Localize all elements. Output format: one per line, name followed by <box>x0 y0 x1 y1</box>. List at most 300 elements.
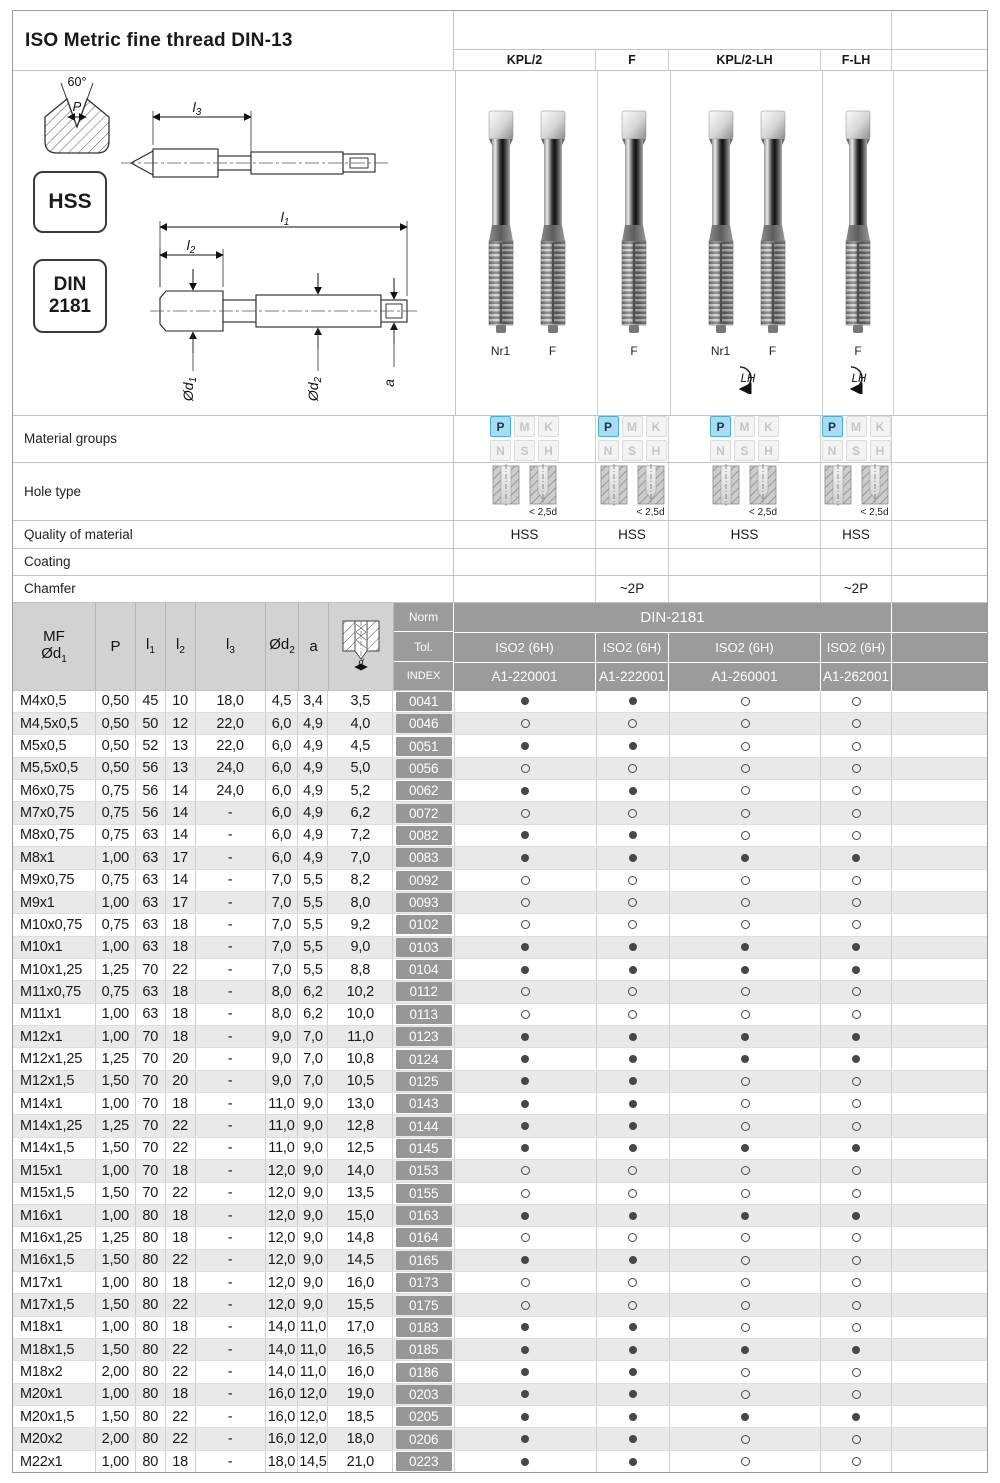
chamfer-f-lh: ~2P <box>821 576 892 602</box>
photo-cell-kpl2-lh <box>671 71 823 415</box>
availability-dot-open <box>741 1435 750 1444</box>
empty-cell <box>892 937 987 958</box>
material-groups-f-lh <box>821 416 892 462</box>
empty-cell <box>892 735 987 756</box>
availability-cell-kpl2 <box>455 981 597 1002</box>
availability-dot-filled <box>852 1212 860 1220</box>
index-cell <box>393 1093 455 1114</box>
availability-dot-filled <box>521 1323 529 1331</box>
availability-dot-open <box>852 1390 861 1399</box>
availability-cell-f <box>597 1138 670 1159</box>
l2-cell: 22 <box>166 1361 196 1382</box>
col-header-l3: $l_3$ <box>196 603 266 690</box>
availability-cell-kpl2 <box>455 914 597 935</box>
od2-cell: 8,0 <box>266 981 299 1002</box>
drill-diameter-cell: 10,0 <box>328 1004 393 1025</box>
availability-cell-f-lh <box>821 1428 892 1449</box>
l2-cell: 20 <box>166 1048 196 1069</box>
availability-cell-f-lh <box>821 847 892 868</box>
empty-cell <box>892 959 987 980</box>
svg-text:Ød1: $Ød_1$ <box>180 376 199 402</box>
od2-cell: 12,0 <box>266 1294 299 1315</box>
od2-cell: 14,0 <box>266 1361 299 1382</box>
availability-dot-filled <box>521 787 529 795</box>
material-group-badge-n: N <box>710 440 731 461</box>
index-cell <box>393 735 455 756</box>
availability-dot-open <box>852 719 861 728</box>
availability-dot-filled <box>852 1144 860 1152</box>
availability-cell-kpl2-lh <box>670 1294 822 1315</box>
empty-cell <box>892 847 987 868</box>
availability-dot-open <box>521 809 530 818</box>
index-badge: 0093 <box>396 893 452 912</box>
availability-dot-filled <box>521 1033 529 1041</box>
availability-cell-f-lh <box>821 1183 892 1204</box>
empty-cell <box>892 1227 987 1248</box>
chamfer-f: ~2P <box>596 576 669 602</box>
od2-cell: 14,0 <box>266 1339 299 1360</box>
index-cell <box>393 1317 455 1338</box>
index-cell <box>393 1294 455 1315</box>
table-row <box>13 1183 987 1205</box>
table-row <box>13 1339 987 1361</box>
empty-cell <box>892 1384 987 1405</box>
l3-cell: - <box>196 1317 266 1338</box>
variant-header-empty <box>892 50 987 70</box>
drill-diameter-cell: 4,5 <box>328 735 393 756</box>
index-cell <box>393 758 455 779</box>
availability-dot-open <box>628 898 637 907</box>
availability-cell-kpl2-lh <box>670 691 822 712</box>
l1-cell: 63 <box>136 914 166 935</box>
availability-dot-filled <box>521 1435 529 1443</box>
col-header-drill <box>329 603 394 690</box>
l1-cell: 80 <box>136 1361 166 1382</box>
availability-cell-f-lh <box>821 802 892 823</box>
l2-cell: 14 <box>166 780 196 801</box>
thread-size-cell: M9x1 <box>13 892 96 913</box>
empty-cell <box>892 870 987 891</box>
availability-dot-filled <box>521 1390 529 1398</box>
availability-cell-f-lh <box>821 1406 892 1427</box>
pitch-cell: 1,00 <box>96 892 136 913</box>
availability-dot-open <box>852 920 861 929</box>
availability-cell-kpl2-lh <box>670 1272 822 1293</box>
dimension-headers <box>13 603 394 690</box>
material-group-badge-p: P <box>710 416 731 437</box>
l3-cell: - <box>196 1160 266 1181</box>
pitch-cell: 0,75 <box>96 870 136 891</box>
l2-cell: 18 <box>166 1026 196 1047</box>
empty-cell <box>892 1205 987 1226</box>
pitch-cell: 1,50 <box>96 1183 136 1204</box>
pitch-cell: 2,00 <box>96 1361 136 1382</box>
empty-cell <box>892 825 987 846</box>
tap-label: Nr1 <box>490 344 511 358</box>
drill-diameter-cell: 6,2 <box>328 802 393 823</box>
index-badge: 0164 <box>396 1228 452 1247</box>
availability-dot-open <box>741 920 750 929</box>
table-row <box>13 825 987 847</box>
table-row <box>13 1250 987 1272</box>
od2-cell: 12,0 <box>266 1160 299 1181</box>
l3-cell: - <box>196 959 266 980</box>
od2-cell: 9,0 <box>266 1026 299 1047</box>
empty-cell <box>892 1138 987 1159</box>
empty-cell <box>892 1317 987 1338</box>
index-badge: 0165 <box>396 1251 452 1270</box>
availability-dot-filled <box>521 1368 529 1376</box>
header-right <box>454 11 987 71</box>
l2-cell: 10 <box>166 691 196 712</box>
l3-cell: 24,0 <box>196 758 266 779</box>
tap-label: Nr1 <box>710 344 731 358</box>
availability-cell-kpl2-lh <box>670 847 822 868</box>
thread-size-cell: M5,5x0,5 <box>13 758 96 779</box>
l3-cell: - <box>196 802 266 823</box>
l2-cell: 17 <box>166 892 196 913</box>
availability-dot-filled <box>629 1458 637 1466</box>
drill-diameter-cell: 12,5 <box>328 1138 393 1159</box>
through-hole-icon <box>599 464 629 506</box>
blind-hole-icon <box>636 464 666 518</box>
l1-cell: 80 <box>136 1227 166 1248</box>
index-badge: 0155 <box>396 1184 452 1203</box>
index-cell <box>393 1451 455 1472</box>
index-badge: 0175 <box>396 1296 452 1315</box>
od2-cell: 7,0 <box>266 914 299 935</box>
availability-dot-open <box>852 1233 861 1242</box>
svg-text:LH: LH <box>740 373 755 385</box>
availability-cell-kpl2 <box>455 892 597 913</box>
l3-cell: - <box>196 1026 266 1047</box>
availability-cell-kpl2 <box>455 1317 597 1338</box>
availability-cell-kpl2-lh <box>670 713 822 734</box>
material-group-badge-h: H <box>870 440 891 461</box>
l1-cell: 63 <box>136 937 166 958</box>
page-title: ISO Metric fine thread DIN-13 <box>25 29 293 51</box>
od2-cell: 12,0 <box>266 1205 299 1226</box>
empty-cell <box>892 1115 987 1136</box>
drill-diameter-cell: 8,8 <box>328 959 393 980</box>
index-cell <box>393 1048 455 1069</box>
table-row <box>13 914 987 936</box>
availability-dot-open <box>521 1166 530 1175</box>
table-body <box>13 691 987 1472</box>
availability-dot-open <box>741 719 750 728</box>
table-row <box>13 892 987 914</box>
thread-size-cell: M10x0,75 <box>13 914 96 935</box>
availability-dot-filled <box>852 943 860 951</box>
empty-cell <box>892 691 987 712</box>
index-label: INDEX <box>394 662 454 690</box>
thread-size-cell: M9x0,75 <box>13 870 96 891</box>
col-header-od2: $Ød_2$ <box>266 603 299 690</box>
a-cell: 11,0 <box>298 1339 328 1360</box>
availability-dot-filled <box>629 1144 637 1152</box>
l3-cell: - <box>196 1205 266 1226</box>
table-row <box>13 1227 987 1249</box>
drill-diameter-cell: 10,8 <box>328 1048 393 1069</box>
l1-cell: 52 <box>136 735 166 756</box>
empty-cell <box>892 802 987 823</box>
availability-cell-f-lh <box>821 758 892 779</box>
tol-f: ISO2 (6H) <box>596 633 669 663</box>
material-group-badge-n: N <box>822 440 843 461</box>
l1-cell: 63 <box>136 1004 166 1025</box>
availability-cell-kpl2 <box>455 1250 597 1271</box>
index-cell <box>393 981 455 1002</box>
material-group-badge-h: H <box>538 440 559 461</box>
drill-diameter-cell: 7,0 <box>328 847 393 868</box>
availability-dot-filled <box>741 1144 749 1152</box>
availability-dot-filled <box>521 1055 529 1063</box>
pitch-cell: 1,00 <box>96 1272 136 1293</box>
drill-diameter-cell: 15,5 <box>328 1294 393 1315</box>
availability-dot-filled <box>852 966 860 974</box>
a-cell: 12,0 <box>298 1406 328 1427</box>
index-cell <box>393 1406 455 1427</box>
index-cell <box>393 780 455 801</box>
tap-photo <box>756 109 790 335</box>
drill-hole-icon <box>339 618 383 674</box>
table-row <box>13 1428 987 1450</box>
availability-cell-kpl2-lh <box>670 1361 822 1382</box>
availability-cell-kpl2 <box>455 1048 597 1069</box>
table-row <box>13 1160 987 1182</box>
l1-cell: 80 <box>136 1406 166 1427</box>
availability-dot-filled <box>521 1100 529 1108</box>
drill-diameter-cell: 19,0 <box>328 1384 393 1405</box>
index-cell <box>393 870 455 891</box>
l2-cell: 18 <box>166 914 196 935</box>
tol-label: Tol. <box>394 632 454 662</box>
availability-dot-open <box>852 1278 861 1287</box>
material-group-badge-m: M <box>514 416 535 437</box>
od2-cell: 6,0 <box>266 780 299 801</box>
index-badge: 0041 <box>396 692 452 711</box>
index-cell <box>393 1428 455 1449</box>
availability-dot-filled <box>521 1077 529 1085</box>
availability-cell-kpl2 <box>455 713 597 734</box>
hole-type-icons <box>599 464 666 518</box>
thread-size-cell: M6x0,75 <box>13 780 96 801</box>
pitch-cell: 0,50 <box>96 758 136 779</box>
tap-unit <box>841 109 875 358</box>
table-row <box>13 1004 987 1026</box>
availability-dot-open <box>628 920 637 929</box>
a-cell: 6,2 <box>298 981 328 1002</box>
availability-cell-f-lh <box>821 825 892 846</box>
od2-cell: 11,0 <box>266 1093 299 1114</box>
table-row <box>13 1317 987 1339</box>
availability-dot-filled <box>852 1055 860 1063</box>
availability-cell-f <box>597 1227 670 1248</box>
empty-cell <box>892 1406 987 1427</box>
svg-text:P: P <box>72 99 82 114</box>
availability-cell-f <box>597 1384 670 1405</box>
availability-cell-f-lh <box>821 937 892 958</box>
pitch-cell: 1,00 <box>96 1451 136 1472</box>
availability-dot-open <box>852 898 861 907</box>
availability-dot-open <box>852 1189 861 1198</box>
thread-size-cell: M20x1,5 <box>13 1406 96 1427</box>
availability-cell-kpl2-lh <box>670 937 822 958</box>
material-group-badge-n: N <box>490 440 511 461</box>
l2-cell: 14 <box>166 825 196 846</box>
tap-unit <box>704 109 738 358</box>
availability-cell-f <box>597 1160 670 1181</box>
through-hole-icon <box>823 464 853 506</box>
empty-cell <box>892 780 987 801</box>
thread-size-cell: M15x1,5 <box>13 1183 96 1204</box>
l1-cell: 70 <box>136 1160 166 1181</box>
l3-cell: - <box>196 892 266 913</box>
availability-dot-filled <box>741 1413 749 1421</box>
availability-cell-f-lh <box>821 914 892 935</box>
norm-value: DIN-2181 <box>454 603 892 633</box>
hole-type-row <box>13 463 987 521</box>
drill-diameter-cell: 18,0 <box>328 1428 393 1449</box>
hole-type-icons <box>711 464 778 518</box>
pitch-cell: 1,00 <box>96 1004 136 1025</box>
table-row <box>13 1026 987 1048</box>
l3-cell: - <box>196 1384 266 1405</box>
availability-dot-open <box>741 831 750 840</box>
table-row <box>13 758 987 780</box>
material-group-badge-h: H <box>758 440 779 461</box>
index-cell <box>393 1183 455 1204</box>
index-cell <box>393 847 455 868</box>
hole-type-kpl2-lh <box>669 463 821 520</box>
availability-cell-f <box>597 1048 670 1069</box>
hole-depth-note: < 2,5d <box>748 507 778 519</box>
availability-dot-open <box>628 1189 637 1198</box>
tol-f-lh: ISO2 (6H) <box>821 633 892 663</box>
od2-cell: 6,0 <box>266 713 299 734</box>
availability-dot-filled <box>741 966 749 974</box>
od2-cell: 7,0 <box>266 937 299 958</box>
availability-cell-kpl2-lh <box>670 825 822 846</box>
l2-cell: 22 <box>166 1183 196 1204</box>
thread-size-cell: M14x1 <box>13 1093 96 1114</box>
thread-size-cell: M17x1,5 <box>13 1294 96 1315</box>
availability-cell-f <box>597 1183 670 1204</box>
thread-size-cell: M10x1,25 <box>13 959 96 980</box>
availability-dot-open <box>741 876 750 885</box>
material-group-badge-s: S <box>622 440 643 461</box>
l1-cell: 56 <box>136 780 166 801</box>
din-2181-badge: DIN 2181 <box>33 259 107 333</box>
availability-cell-f <box>597 802 670 823</box>
l3-cell: 22,0 <box>196 713 266 734</box>
material-group-badge-s: S <box>734 440 755 461</box>
availability-cell-kpl2 <box>455 735 597 756</box>
l3-cell: - <box>196 847 266 868</box>
l1-cell: 70 <box>136 1183 166 1204</box>
photo-cell-kpl2 <box>456 71 598 415</box>
variant-header-f-lh: F-LH <box>821 50 892 70</box>
index-cell <box>393 691 455 712</box>
availability-dot-open <box>741 898 750 907</box>
availability-dot-open <box>521 1233 530 1242</box>
l2-cell: 13 <box>166 735 196 756</box>
thread-size-cell: M8x0,75 <box>13 825 96 846</box>
od2-cell: 7,0 <box>266 870 299 891</box>
l2-cell: 18 <box>166 1227 196 1248</box>
table-header <box>13 603 987 691</box>
a-cell: 4,9 <box>298 825 328 846</box>
tap-photo <box>841 109 875 335</box>
availability-dot-filled <box>852 1346 860 1354</box>
drill-diameter-cell: 16,5 <box>328 1339 393 1360</box>
availability-dot-open <box>852 786 861 795</box>
l2-cell: 14 <box>166 802 196 823</box>
l2-cell: 18 <box>166 937 196 958</box>
drill-diameter-cell: 12,8 <box>328 1115 393 1136</box>
blind-hole-icon <box>748 464 778 518</box>
left-hand-rotation-icon <box>838 362 878 394</box>
empty-cell <box>892 1339 987 1360</box>
thread-size-cell: M16x1 <box>13 1205 96 1226</box>
availability-dot-open <box>741 1077 750 1086</box>
od2-cell: 16,0 <box>266 1406 299 1427</box>
index-cell <box>393 1250 455 1271</box>
empty-cell <box>892 1250 987 1271</box>
material-groups-row <box>13 416 987 463</box>
hole-type-f-lh <box>821 463 892 520</box>
table-row <box>13 937 987 959</box>
availability-cell-f-lh <box>821 1048 892 1069</box>
availability-cell-f-lh <box>821 1451 892 1472</box>
l3-cell: - <box>196 1227 266 1248</box>
availability-cell-f <box>597 847 670 868</box>
variant-header-row <box>454 49 987 71</box>
index-badge: 0183 <box>396 1318 452 1337</box>
index-badge: 0102 <box>396 915 452 934</box>
pitch-cell: 1,00 <box>96 1160 136 1181</box>
quality-kpl2: HSS <box>454 521 596 548</box>
availability-dot-open <box>852 1077 861 1086</box>
availability-dot-open <box>521 898 530 907</box>
availability-cell-f <box>597 870 670 891</box>
l1-cell: 63 <box>136 870 166 891</box>
drill-diameter-cell: 8,0 <box>328 892 393 913</box>
availability-dot-open <box>628 987 637 996</box>
material-group-grid <box>490 416 559 461</box>
index-cell <box>393 1071 455 1092</box>
pitch-cell: 1,25 <box>96 1048 136 1069</box>
index-badge: 0082 <box>396 826 452 845</box>
index-badge: 0051 <box>396 737 452 756</box>
tap-dimension-drawing-icon <box>13 71 456 416</box>
availability-cell-kpl2-lh <box>670 780 822 801</box>
tap-unit <box>536 109 570 358</box>
material-groups-label: Material groups <box>13 416 454 462</box>
availability-cell-kpl2 <box>455 959 597 980</box>
empty-cell <box>892 1361 987 1382</box>
availability-cell-f-lh <box>821 780 892 801</box>
coating-row <box>13 549 987 576</box>
empty-cell <box>892 1071 987 1092</box>
pitch-cell: 1,00 <box>96 1093 136 1114</box>
pitch-cell: 0,75 <box>96 802 136 823</box>
index-cell <box>393 1361 455 1382</box>
empty-cell <box>892 914 987 935</box>
l3-cell: - <box>196 1361 266 1382</box>
availability-cell-kpl2 <box>455 1451 597 1472</box>
availability-dot-filled <box>521 1256 529 1264</box>
